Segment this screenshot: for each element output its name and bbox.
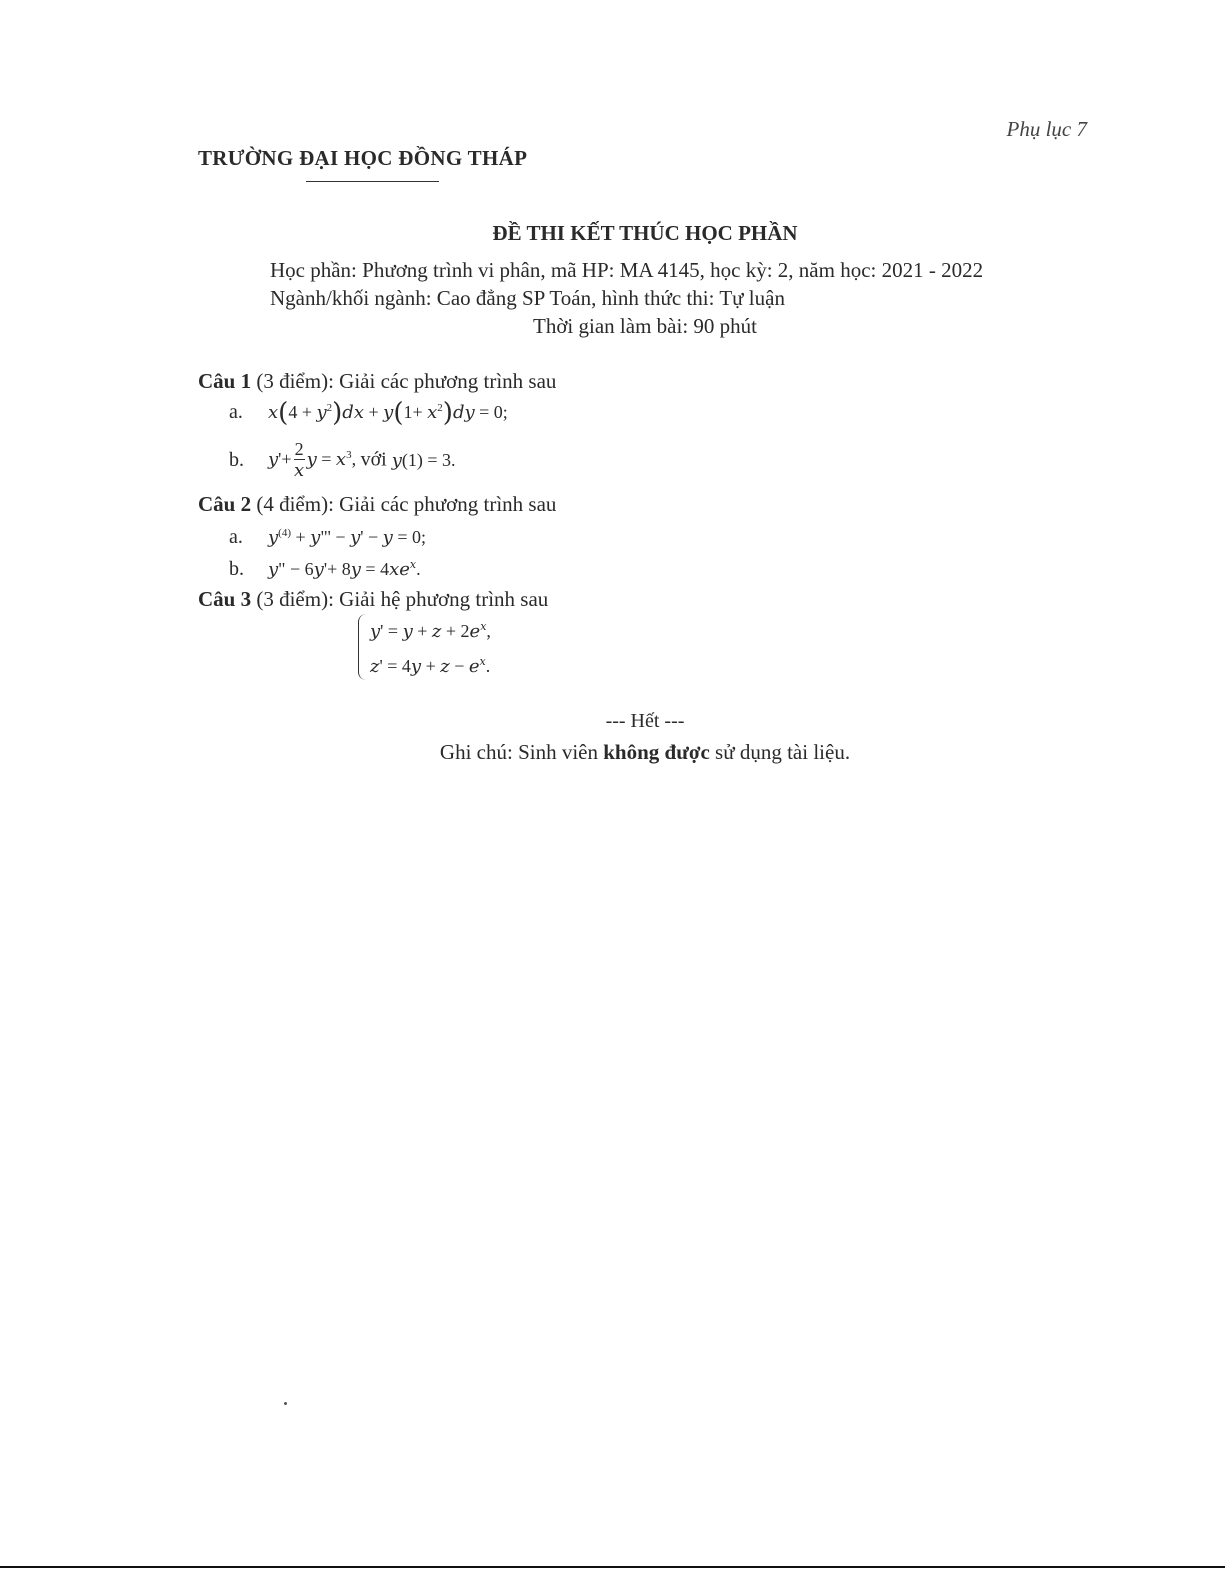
footnote-emphasis: không được [603, 740, 710, 764]
question-1-heading [198, 369, 556, 394]
course-info: Học phần: Phương trình vi phân, mã HP: MA 4145, học kỳ: 2, năm học: 2021 - 2022 [270, 258, 984, 282]
school-underline [306, 181, 439, 182]
question-1a-label: a. [229, 401, 243, 423]
question-3-heading [198, 587, 548, 612]
equation-1a: $x(4 + y^2)dx + y(1+ x^2)dy = 0$; [268, 398, 508, 428]
footnote [0, 740, 1225, 765]
question-2-heading [198, 492, 556, 517]
question-3-points: (3 điểm): Giải hệ phương trình sau [256, 587, 549, 611]
system-brace [358, 614, 369, 680]
question-2-label: Câu 2 [198, 492, 252, 516]
school-name: TRƯỜNG ĐẠI HỌC ĐỒNG THÁP [198, 146, 528, 170]
question-3-label: Câu 3 [198, 587, 252, 611]
question-2a [229, 526, 426, 549]
system-equation-2: $z' = 4y + z - e^x$. [370, 655, 491, 677]
equation-2a: $y^{(4)}$ + y"' − y' − y = 0; [268, 527, 426, 548]
question-1a [229, 398, 508, 428]
system-equation-1: $y' = y + z + 2e^x$, [370, 620, 491, 642]
footnote-prefix: Ghi chú: Sinh viên [439, 740, 598, 764]
footnote-suffix: sử dụng tài liệu. [715, 740, 851, 764]
exam-title: ĐỀ THI KẾT THÚC HỌC PHẦN [492, 221, 798, 245]
question-2b-label: b. [229, 558, 244, 580]
appendix-label: Phụ lục 7 [1006, 117, 1087, 141]
major-info: Ngành/khối ngành: Cao đẳng SP Toán, hình thức thi: Tự luận [270, 286, 785, 310]
initial-condition: y(1) = 3. [391, 449, 456, 471]
question-1-label: Câu 1 [198, 369, 252, 393]
question-2a-label: a. [229, 526, 243, 548]
scan-speck [284, 1402, 287, 1405]
equation-2b: y" − $6y'+ 8y = 4xe^x$. [268, 558, 421, 580]
question-1b [229, 440, 456, 480]
scan-bottom-edge [0, 1566, 1225, 1568]
question-2b [229, 558, 421, 581]
end-marker: --- Hết --- [605, 710, 685, 732]
question-1-points: (3 điểm): Giải các phương trình sau [256, 369, 557, 393]
question-2-points: (4 điểm): Giải các phương trình sau [256, 492, 557, 516]
with-word: với [360, 448, 387, 471]
time-info: Thời gian làm bài: 90 phút [533, 314, 757, 338]
question-1b-label: b. [229, 448, 244, 471]
equation-1b: y'+ $\frac{2}{x}$ $y = x^3$, [268, 439, 361, 481]
